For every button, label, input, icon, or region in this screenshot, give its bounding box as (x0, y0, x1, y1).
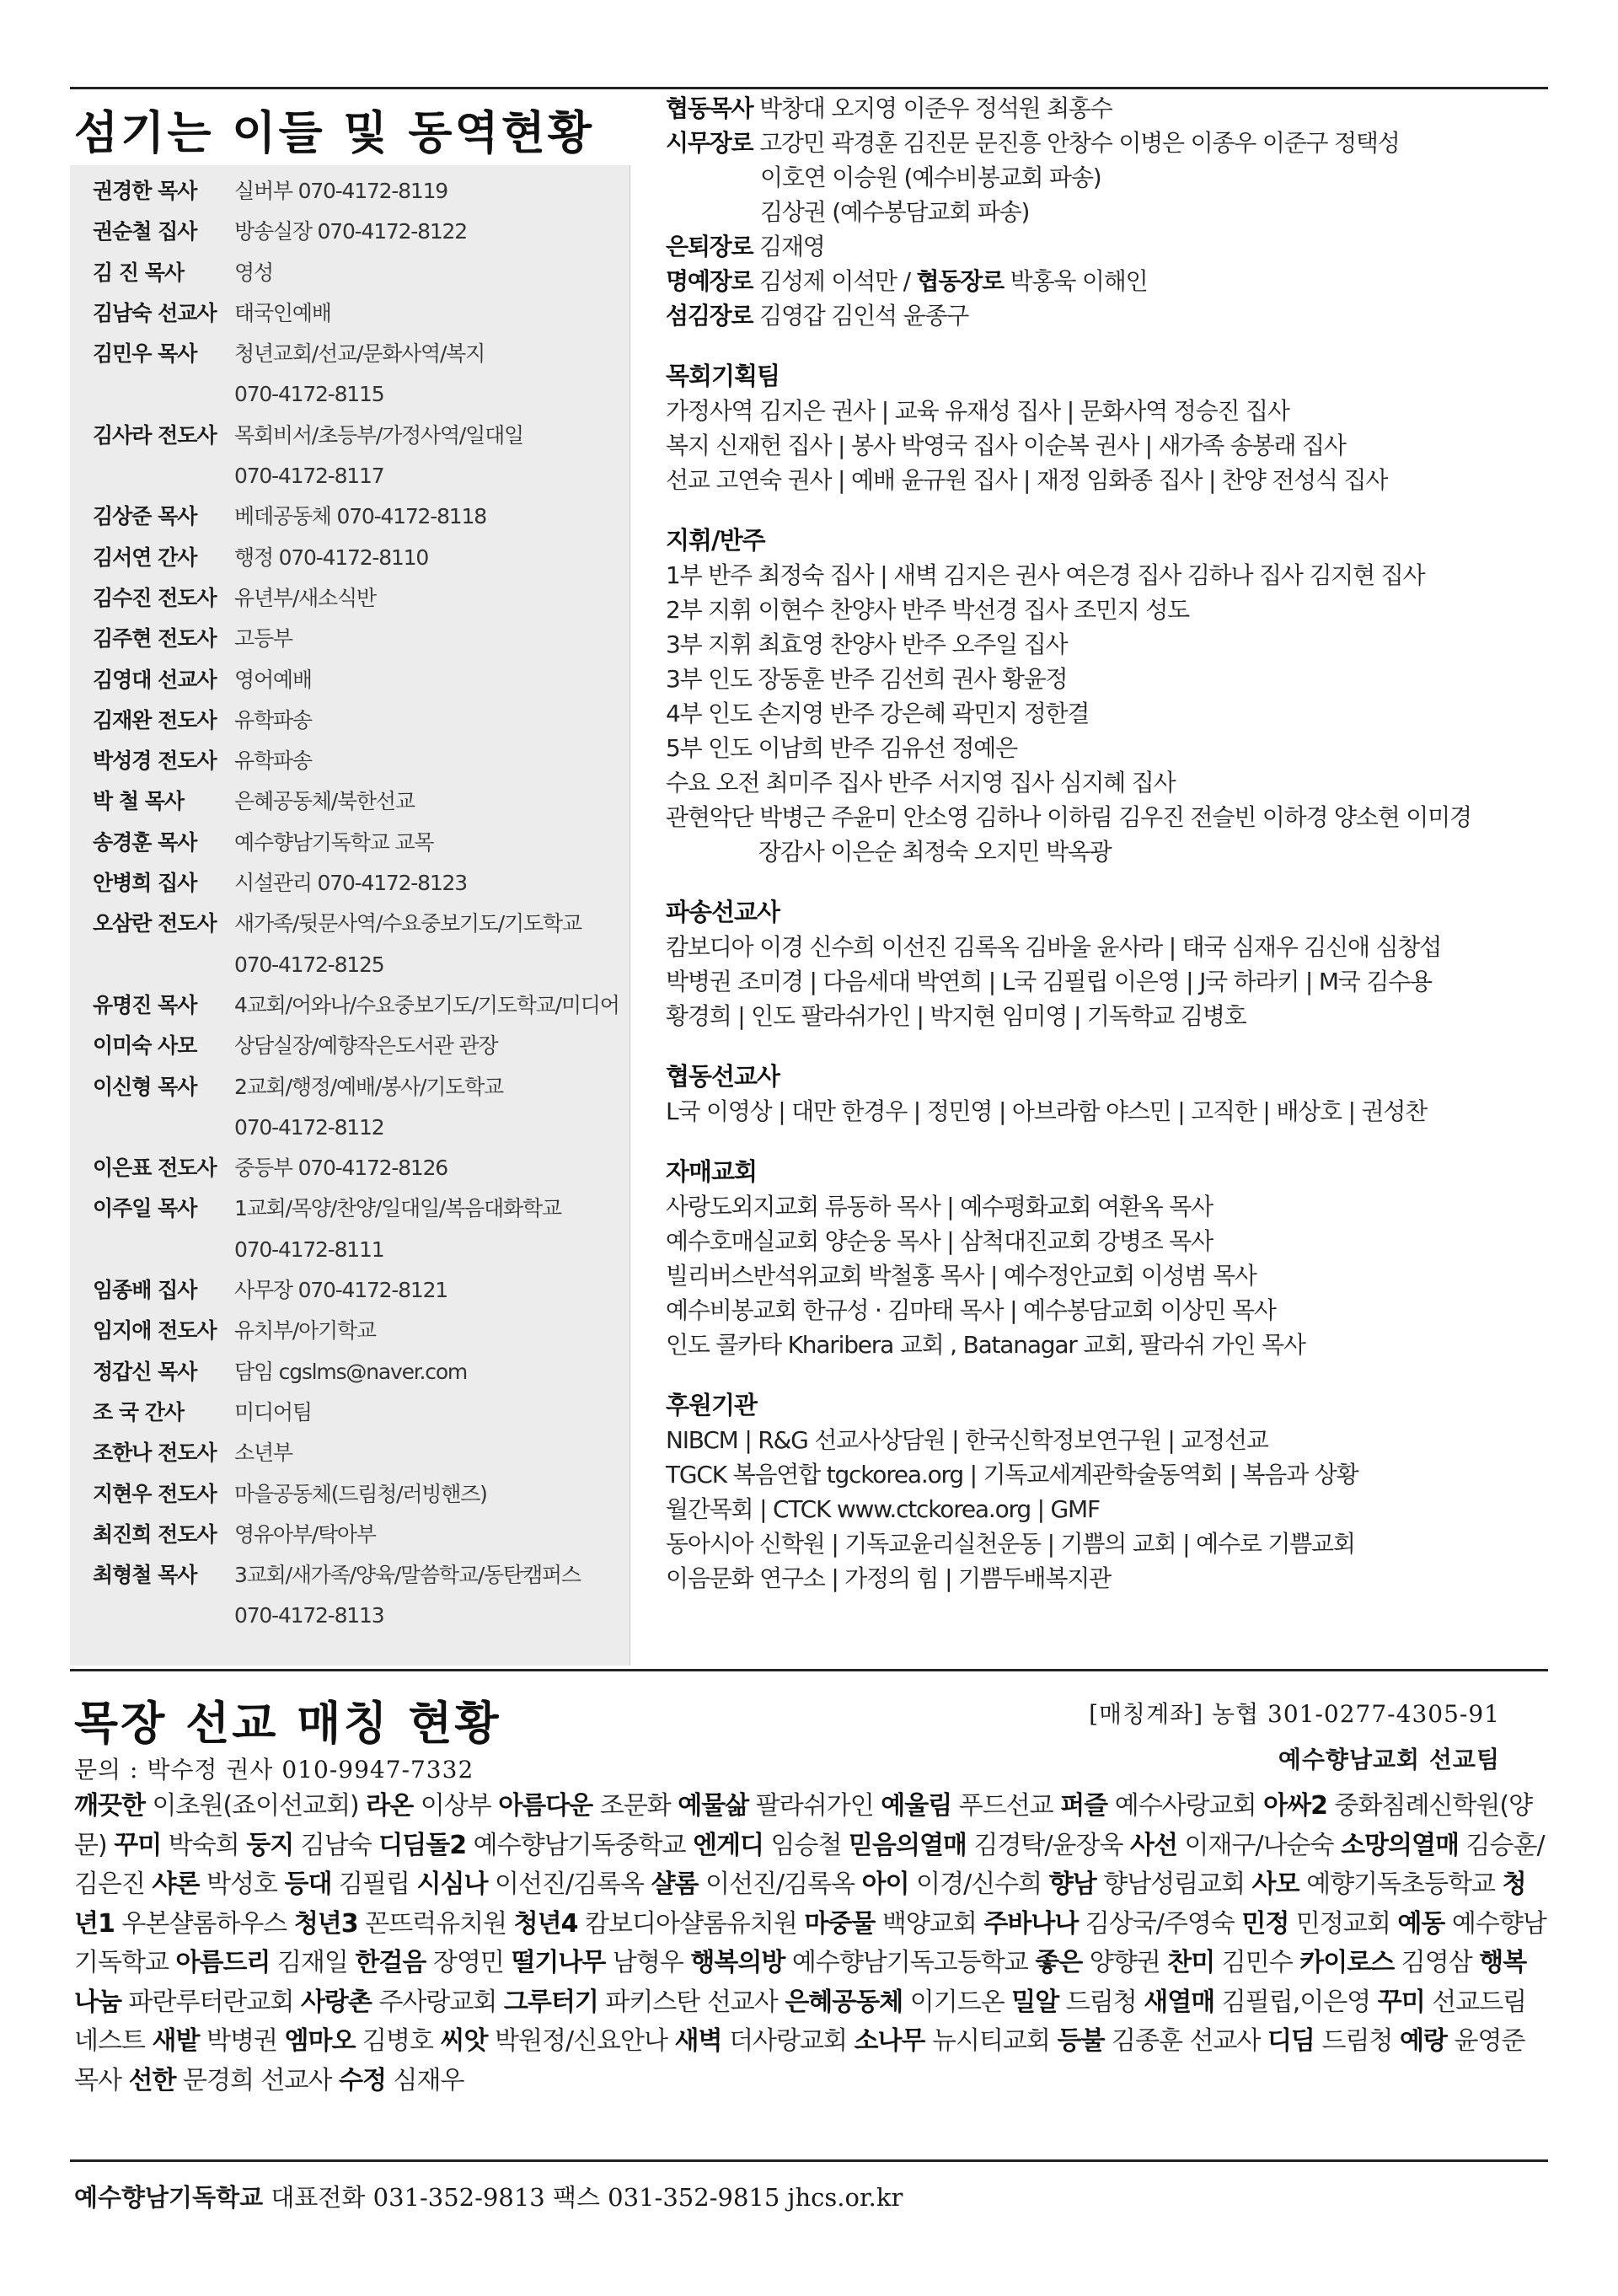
staff-role: 실버부 070-4172-8119 (234, 179, 448, 203)
cell-group-name: 둥지 (246, 1830, 294, 1860)
staff-row (93, 1433, 632, 1473)
section-heading: 후원기관 (666, 1391, 758, 1419)
staff-row (93, 212, 632, 252)
section-heading: 파송선교사 (666, 898, 780, 926)
staff-name: 오삼란 전도사 (93, 911, 217, 936)
cell-group-name: 새열매 (1144, 1987, 1215, 2017)
honorary-elders-line: 명예장로 김성제 이석만 / 협동장로 박홍욱 이해인 (666, 267, 1148, 295)
cell-group-name: 새밭 (152, 2026, 200, 2056)
matched-mission: 김필립 (339, 1870, 410, 1899)
section-line-indented: 장감사 이은순 최정숙 오지민 박옥광 (758, 838, 1112, 866)
staff-role: 영유아부/탁아부 (234, 1521, 376, 1547)
staff-name: 이미숙 사모 (93, 1033, 197, 1059)
matched-mission: 팔라쉬가인 (755, 1791, 874, 1821)
cell-group-name: 수정 (339, 2065, 386, 2095)
staff-role: 상담실장/예향작은도서관 관장 (234, 1033, 498, 1059)
staff-role: 070-4172-8115 (234, 382, 384, 407)
matched-mission: 박성호 (206, 1870, 277, 1899)
matched-mission: 파키스탄 선교사 (605, 1987, 778, 2017)
staff-row (93, 945, 632, 985)
matched-mission: 박원정/신요안나 (495, 2026, 667, 2056)
staff-name: 김사라 전도사 (93, 422, 217, 448)
staff-name: 김민우 목사 (93, 341, 197, 367)
staff-role: 베데공동체 070-4172-8118 (234, 504, 486, 529)
staff-role: 유년부/새소식반 (234, 585, 376, 610)
cell-group-name: 소망의열매 (1341, 1830, 1459, 1860)
staff-name: 조 국 간사 (93, 1399, 185, 1424)
section-line: 인도 콜카타 Kharibera 교회 , Batanagar 교회, 팔라쉬 가인 목사 (666, 1331, 1305, 1359)
matched-mission: 민정교회 (1295, 1908, 1390, 1939)
cell-group-name: 퍼즐 (1060, 1791, 1108, 1821)
matched-mission: 남형우 (612, 1948, 683, 1977)
staff-role: 3교회/새가족/양육/말씀학교/동탄캠퍼스 (234, 1563, 581, 1588)
staff-role: 고등부 (234, 626, 292, 652)
cell-group-name: 샬롬 (651, 1870, 699, 1899)
section-line: 황경희 | 인도 팔라쉬가인 | 박지현 임미영 | 기독학교 김병호 (666, 1002, 1246, 1030)
matched-mission: 이경/신수희 (916, 1870, 1042, 1899)
cell-group-name: 사랑촌 (300, 1987, 372, 2017)
staff-role: 마을공동체(드림청/러빙핸즈) (234, 1481, 487, 1506)
footer (74, 2179, 903, 2213)
staff-row (93, 1352, 632, 1392)
cell-group-name: 향남 (1048, 1870, 1096, 1899)
cell-group-name: 좋은 (1035, 1948, 1083, 1977)
matched-mission: 이선진/김록옥 (705, 1870, 855, 1899)
matched-mission: 우본샬롬하우스 (121, 1908, 287, 1939)
matched-mission: 백양교회 (881, 1908, 977, 1939)
cell-group-name: 엠마오 (284, 2026, 356, 2056)
staff-row (93, 619, 632, 659)
cell-group-name: 아름다운 (498, 1791, 593, 1821)
section-line: NIBCM | R&G 선교사상담원 | 한국신학정보연구원 | 교정선교 (666, 1426, 1268, 1454)
cell-group-name: 아름드리 (175, 1948, 271, 1977)
staff-row (93, 416, 632, 456)
matched-mission: 임승철 (770, 1830, 842, 1860)
staff-role: 유학파송 (234, 748, 312, 774)
cell-group-name: 새벽 (674, 2026, 722, 2056)
staff-name: 이신형 목사 (93, 1074, 197, 1099)
staff-row (93, 1108, 632, 1148)
staff-role: 태국인예배 (234, 300, 331, 325)
matching-list (74, 1787, 1549, 2100)
staff-name: 김상준 목사 (93, 504, 197, 529)
cell-group-name: 믿음의열매 (849, 1830, 967, 1860)
section-line: TGCK 복음연합 tgckorea.org | 기독교세계관학술동역회 | 복음과 상황 (666, 1461, 1358, 1489)
matched-mission: 박숙희 (168, 1830, 239, 1860)
matched-mission: 예수사랑교회 (1114, 1791, 1256, 1821)
matched-mission: 더사랑교회 (729, 2026, 847, 2056)
cell-group-name: 등대 (284, 1870, 332, 1899)
section-line: 5부 인도 이남희 반주 김유선 정예은 (666, 734, 1017, 762)
staff-name: 김수진 전도사 (93, 585, 217, 610)
staff-name: 지현우 전도사 (93, 1481, 217, 1506)
staff-name: 이주일 목사 (93, 1196, 197, 1221)
staff-role: 영어예배 (234, 667, 312, 692)
cell-group-name: 씨앗 (440, 2026, 488, 2056)
staff-name: 김재완 전도사 (93, 707, 217, 732)
cell-group-name: 선한 (128, 2065, 176, 2095)
staff-row (93, 578, 632, 619)
matching-inquiry: 문의 : 박수정 권사 010-9947-7332 (74, 1756, 474, 1784)
serving-elders-line: 섬김장로 김영갑 김인석 윤종구 (666, 302, 969, 330)
cell-group-name: 찬미 (1167, 1948, 1215, 1977)
matched-mission: 이초원(죠이선교회) (152, 1791, 359, 1821)
staff-role: 목회비서/초등부/가정사역/일대일 (234, 422, 523, 448)
staff-row (93, 253, 632, 293)
cell-group-name: 예울림 (881, 1791, 952, 1821)
staff-name: 최진희 전도사 (93, 1521, 217, 1547)
staff-role: 유학파송 (234, 707, 312, 732)
section-line: 3부 인도 장동훈 반주 김선희 권사 황윤정 (666, 665, 1068, 693)
cell-group-name: 예물삶 (678, 1791, 749, 1821)
staff-name: 박 철 목사 (93, 789, 185, 814)
top-rule (70, 87, 1548, 89)
staff-name: 김서연 간사 (93, 544, 197, 570)
section-line: 월간목회 | CTCK www.ctckorea.org | GMF (666, 1495, 1100, 1523)
cell-group-name: 주바나나 (983, 1908, 1079, 1939)
staff-row (93, 456, 632, 496)
section-line: 복지 신재헌 집사 | 봉사 박영국 집사 이순복 권사 | 새가족 송봉래 집사 (666, 432, 1346, 459)
cell-group-name: 사선 (1130, 1830, 1177, 1860)
staff-row (93, 334, 632, 374)
ministry-sections (666, 358, 1542, 1596)
matched-mission: 선교드림네스트 (74, 1987, 1527, 2056)
staff-role: 070-4172-8111 (234, 1237, 384, 1262)
cell-group-name: 그루터기 (503, 1987, 598, 2017)
active-elders-line: 시무장로 고강민 곽경훈 김진문 문진흥 안창수 이병은 이종우 이준구 정택성 (666, 129, 1400, 157)
cell-group-name: 아싸2 (1263, 1791, 1327, 1821)
matched-mission: 김민수 (1221, 1948, 1293, 1977)
cell-group-name: 청년1 (74, 1870, 1526, 1939)
section-line: 관현악단 박병근 주윤미 안소영 김하나 이하림 김우진 전슬빈 이하경 양소현 이미경 (666, 803, 1471, 831)
staff-row (93, 1067, 632, 1108)
staff-row (93, 1596, 632, 1636)
staff-role: 행정 070-4172-8110 (234, 544, 429, 570)
matched-mission: 이상부 (420, 1791, 491, 1821)
matched-mission: 김상국/주영숙 (1085, 1908, 1235, 1939)
section-heading: 협동선교사 (666, 1062, 780, 1091)
staff-role: 영성 (234, 260, 273, 285)
matching-account: [매칭계좌] 농협 301-0277-4305-91 (1089, 1700, 1500, 1728)
cell-group-name: 떨기나무 (511, 1948, 606, 1977)
cell-group-name: 행복의방 (690, 1948, 785, 1977)
staff-role: 미디어팀 (234, 1399, 312, 1424)
staff-name: 안병희 집사 (93, 871, 197, 896)
cell-group-name: 디딤 (1267, 2026, 1315, 2056)
staff-name: 권순철 집사 (93, 219, 197, 244)
cell-group-name: 소나무 (854, 2026, 925, 2056)
cell-group-name: 샤론 (152, 1870, 200, 1899)
cell-group-name: 카이로스 (1299, 1948, 1395, 1977)
section-line: 빌리버스반석위교회 박철홍 목사 | 예수정안교회 이성범 목사 (666, 1262, 1256, 1290)
staff-row (93, 863, 632, 904)
matched-mission: 김종훈 선교사 (1111, 2026, 1261, 2056)
section-line: 예수호매실교회 양순웅 목사 | 삼척대진교회 강병조 목사 (666, 1227, 1213, 1255)
staff-row (93, 1230, 632, 1270)
matched-mission: 김경탁/윤장욱 (973, 1830, 1123, 1860)
footer-contact: 대표전화 031-352-9813 팩스 031-352-9815 jhcs.or.kr (271, 2183, 903, 2212)
matched-mission: 이기드온 (909, 1987, 1005, 2017)
staff-row (93, 904, 632, 944)
staff-name: 김 진 목사 (93, 260, 185, 285)
staff-row (93, 660, 632, 700)
staff-row (93, 1515, 632, 1555)
cell-group-name: 행복나눔 (74, 1948, 1527, 2017)
matched-mission: 김재일 (276, 1948, 348, 1977)
matched-mission: 중화침례신학원(양문) (74, 1791, 1533, 1860)
matched-mission: 이선진/김록옥 (495, 1870, 645, 1899)
staff-name: 송경훈 목사 (93, 829, 197, 855)
cell-group-name: 민정 (1241, 1908, 1289, 1939)
section-line: 4부 인도 손지영 반주 강은혜 곽민지 정한결 (666, 700, 1090, 727)
section-heading: 지휘/반주 (666, 526, 765, 555)
section-line: 선교 고연숙 권사 | 예배 윤규원 집사 | 재정 임화종 집사 | 찬양 전성식 집사 (666, 466, 1388, 494)
staff-name: 김주현 전도사 (93, 626, 217, 652)
staff-name: 권경한 목사 (93, 179, 197, 203)
staff-row (93, 1270, 632, 1311)
cell-group-name: 등불 (1057, 2026, 1105, 2056)
staff-row (93, 781, 632, 822)
staff-name: 이은표 전도사 (93, 1156, 217, 1181)
cell-group-name: 사모 (1251, 1870, 1299, 1899)
staff-name: 임종배 집사 (93, 1278, 197, 1303)
staff-role: 070-4172-8125 (234, 952, 384, 977)
cell-group-name: 꾸미 (1377, 1987, 1425, 2017)
staff-row (93, 1555, 632, 1596)
staff-row (93, 293, 632, 334)
matched-mission: 예향기독초등학교 (1306, 1870, 1496, 1899)
matched-mission: 드림청 (1065, 1987, 1137, 2017)
staff-role: 소년부 (234, 1440, 292, 1466)
staff-row (93, 1148, 632, 1188)
section-line: 동아시아 신학원 | 기독교윤리실천운동 | 기쁨의 교회 | 예수로 기쁨교회 (666, 1530, 1355, 1558)
cell-group-name: 시심나 (416, 1870, 488, 1899)
retired-elders-line: 은퇴장로 김재영 (666, 233, 825, 260)
matched-mission: 주사랑교회 (378, 1987, 497, 2017)
section-heading: 자매교회 (666, 1157, 758, 1186)
staff-role: 4교회/어와나/수요중보기도/기도학교/미디어 (234, 992, 619, 1017)
matched-mission: 이재구/나순숙 (1184, 1830, 1334, 1860)
cell-group-name: 청년3 (293, 1908, 358, 1939)
matched-mission: 조문화 (599, 1791, 671, 1821)
staff-name: 최형철 목사 (93, 1563, 197, 1588)
staff-role: 방송실장 070-4172-8122 (234, 219, 467, 244)
cell-group-name: 마중물 (804, 1908, 876, 1939)
staff-role: 070-4172-8117 (234, 464, 384, 489)
section-line: 2부 지휘 이현수 찬양사 반주 박선경 집사 조민지 성도 (666, 596, 1190, 624)
active-elders-line-2: 이호연 이승원 (예수비봉교회 파송) (760, 164, 1101, 191)
staff-row (93, 374, 632, 415)
cell-group-name: 청년4 (513, 1908, 578, 1939)
staff-name: 조한나 전도사 (93, 1440, 217, 1466)
matched-mission: 예수향남기독고등학교 (791, 1948, 1028, 1977)
staff-row (93, 1311, 632, 1351)
section-line: 수요 오전 최미주 집사 반주 서지영 집사 심지혜 집사 (666, 769, 1176, 797)
matched-mission: 꼰뜨럭유치원 (365, 1908, 507, 1939)
staff-row (93, 1474, 632, 1515)
staff-row (93, 823, 632, 863)
staff-role: 2교회/행정/예배/봉사/기도학교 (234, 1074, 503, 1099)
staff-row (93, 741, 632, 781)
matched-mission: 김병호 (362, 2026, 433, 2056)
staff-role: 은혜공동체/북한선교 (234, 789, 415, 814)
matched-mission: 캄보디아샬롬유치원 (585, 1908, 797, 1939)
matched-mission: 양향권 (1089, 1948, 1160, 1977)
staff-role: 1교회/목양/찬양/일대일/복음대화학교 (234, 1196, 561, 1221)
cell-group-name: 은혜공동체 (785, 1987, 903, 2017)
cell-group-name: 예동 (1397, 1908, 1445, 1939)
staff-name: 김영대 선교사 (93, 667, 217, 692)
cell-group-name: 꾸미 (114, 1830, 162, 1860)
staff-role: 청년교회/선교/문화사역/복지 (234, 341, 485, 367)
staff-row (93, 700, 632, 741)
staff-role: 유치부/아기학교 (234, 1318, 376, 1344)
ministry-column (666, 91, 1542, 1596)
matching-section-title: 목장 선교 매칭 현황 (74, 1696, 501, 1750)
staff-name: 박성경 전도사 (93, 748, 217, 774)
footer-school: 예수향남기독학교 (74, 2183, 264, 2212)
matched-mission: 드림청 (1321, 2026, 1393, 2056)
section-line: 사랑도외지교회 류동하 목사 | 예수평화교회 여환옥 목사 (666, 1193, 1213, 1220)
staff-role: 070-4172-8113 (234, 1603, 384, 1628)
staff-row (93, 1188, 632, 1229)
staff-role: 070-4172-8112 (234, 1114, 384, 1140)
cell-group-name: 라온 (366, 1791, 414, 1821)
section-line: L국 이영상 | 대만 한경우 | 정민영 | 아브라함 야스민 | 고직한 | 배상호 | 권성찬 (666, 1097, 1428, 1125)
matched-mission: 윤영준 목사 (74, 2026, 1525, 2095)
matched-mission: 문경희 선교사 (183, 2065, 332, 2095)
staff-role: 시설관리 070-4172-8123 (234, 871, 467, 896)
cell-group-name: 아이 (861, 1870, 909, 1899)
section-line: 박병권 조미경 | 다음세대 박연희 | L국 김필립 이은영 | J국 하라키 | M국 김수용 (666, 968, 1432, 995)
footer-rule (70, 2159, 1548, 2162)
cell-group-name: 엔게디 (693, 1830, 763, 1860)
matched-mission: 뉴시티교회 (932, 2026, 1050, 2056)
coop-pastors-line: 협동목사 박창대 오지영 이준우 정석원 최홍수 (666, 94, 1112, 122)
staff-row (93, 1392, 632, 1433)
section-line: 1부 반주 최정숙 집사 | 새벽 김지은 권사 여은경 집사 김하나 집사 김지현 집사 (666, 561, 1425, 589)
staff-row (93, 538, 632, 578)
staff-name: 정갑신 목사 (93, 1359, 197, 1384)
matched-mission: 파란루터란교회 (128, 1987, 294, 2017)
matched-mission: 김영삼 (1401, 1948, 1472, 1977)
cell-group-name: 예랑 (1399, 2026, 1447, 2056)
cell-group-name: 한걸음 (355, 1948, 426, 1977)
staff-name: 김남숙 선교사 (93, 300, 217, 325)
matched-mission: 장영민 (432, 1948, 504, 1977)
staff-role: 새가족/뒷문사역/수요중보기도/기도학교 (234, 911, 581, 936)
matched-mission: 김필립,이은영 (1221, 1987, 1371, 2017)
mission-team-label: 예수향남교회 선교팀 (1278, 1746, 1500, 1773)
staff-row (93, 171, 632, 212)
section-line: 예수비봉교회 한규성 · 김마태 목사 | 예수봉담교회 이상민 목사 (666, 1296, 1276, 1324)
matched-mission: 김남숙 (300, 1830, 372, 1860)
matched-mission: 예수향남기독중학교 (473, 1830, 686, 1860)
staff-name: 임지애 전도사 (93, 1318, 217, 1344)
section-line: 이음문화 연구소 | 가정의 힘 | 기쁨두배복지관 (666, 1564, 1111, 1592)
matched-mission: 향남성림교회 (1103, 1870, 1246, 1899)
staff-role: 담임 cgslms@naver.com (234, 1359, 468, 1384)
cell-group-name: 디딤돌2 (378, 1830, 467, 1860)
matched-mission: 푸드선교 (958, 1791, 1053, 1821)
cell-group-name: 깨끗한 (74, 1791, 145, 1821)
section-heading: 목회기획팀 (666, 362, 780, 390)
staff-row (93, 496, 632, 537)
section-line: 가정사역 김지은 권사 | 교육 유재성 집사 | 문화사역 정승진 집사 (666, 397, 1289, 425)
section-line: 3부 지휘 최효영 찬양사 반주 오주일 집사 (666, 630, 1068, 658)
cell-group-name: 밀알 (1011, 1987, 1059, 2017)
mid-rule (70, 1669, 1548, 1671)
staff-role: 중등부 070-4172-8126 (234, 1156, 448, 1181)
staff-role: 예수향남기독학교 교목 (234, 829, 434, 855)
matched-mission: 심재우 (393, 2065, 464, 2095)
staff-section-title: 섬기는 이들 및 동역현황 (74, 105, 595, 159)
matched-mission: 예수향남기독학교 (74, 1908, 1546, 1977)
staff-row (93, 1026, 632, 1066)
staff-role: 사무장 070-4172-8121 (234, 1278, 448, 1303)
active-elders-line-3: 김상권 (예수봉담교회 파송) (760, 198, 1030, 226)
matched-mission: 김승훈/김은진 (74, 1830, 1545, 1899)
staff-name: 유명진 목사 (93, 992, 197, 1017)
section-line: 캄보디아 이경 신수희 이선진 김록옥 김바울 윤사라 | 태국 심재우 김신애 심창섭 (666, 933, 1442, 961)
matched-mission: 박병권 (206, 2026, 277, 2056)
staff-list (93, 171, 632, 1637)
staff-row (93, 985, 632, 1026)
